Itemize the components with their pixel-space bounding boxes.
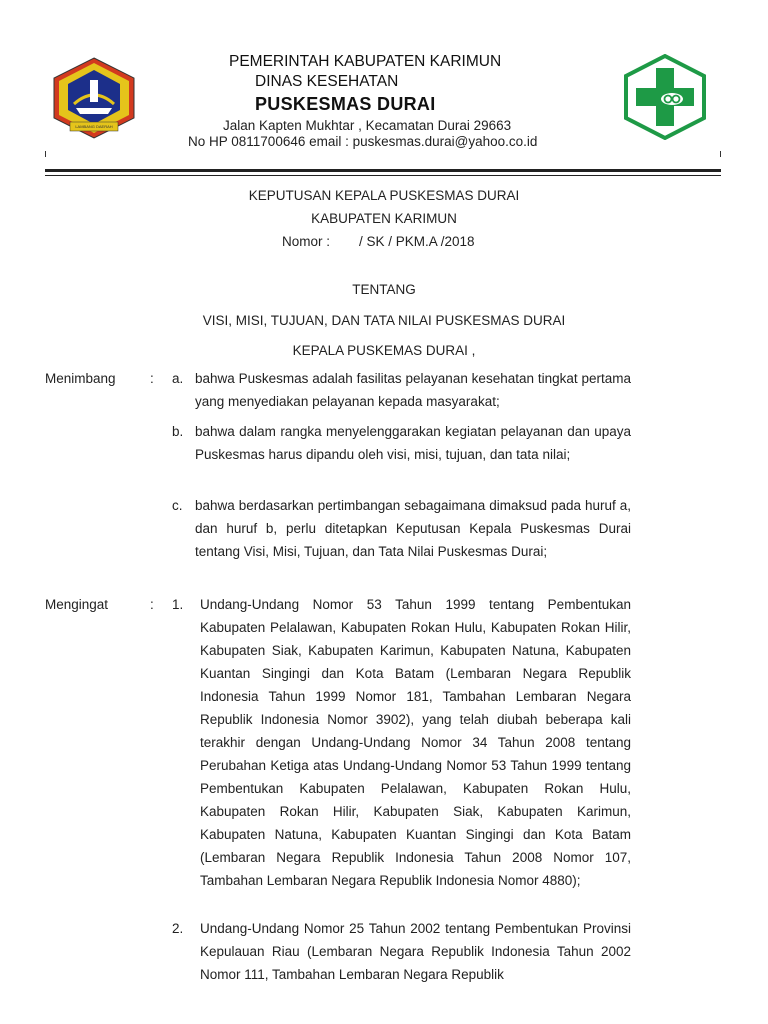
decree-number-value: / SK / PKM.A /2018	[359, 234, 475, 249]
menimbang-item-c-mark: c.	[172, 498, 183, 513]
government-name: PEMERINTAH KABUPATEN KARIMUN	[229, 53, 502, 70]
letterhead-rule-thick	[45, 169, 721, 172]
mengingat-item-2-mark: 2.	[172, 921, 184, 936]
health-cross-icon	[622, 54, 708, 140]
mengingat-item-1-text: Undang-Undang Nomor 53 Tahun 1999 tentang Pembentukan Kabupaten Pelalawan, Kabupaten Rokan Hulu, Kabupaten Rokan Hilir, Kabupaten Siak, Kabupaten Karimun, Kabupaten Natuna, Kabupaten Kuantan Singingi dan Kota Batam (Lembaran Negara Republik Indonesia Tahun 1999 Nomor 181, Tambahan Lembaran Negara Republik Indonesia Nomor 3902), yang telah diubah beberapa kali terakhir dengan Undang-Undang Nomor 34 Tahun 2008 tentang Perubahan Ketiga atas Undang-Undang Nomor 53 Tahun 1999 tentang Pembentukan Kabupaten Pelalawan, Kabupaten Rokan Hulu, Kabupaten Rokan Hilir, Kabupaten Siak, Kabupaten Karimun, Kabupaten Natuna, Kabupaten Kuantan Singingi dan Kota Batam (Lembaran Negara Republik Indonesia Tahun 2008 Nomor 107, Tambahan Lembaran Negara Republik Indonesia Nomor 4880);	[200, 597, 631, 888]
menimbang-item-b-text: bahwa dalam rangka menyelenggarakan kegiatan pelayanan dan upaya Puskesmas harus dipandu oleh visi, misi, tujuan, dan tata nilai;	[195, 424, 631, 462]
mengingat-item-2-text: Undang-Undang Nomor 25 Tahun 2002 tentang Pembentukan Provinsi Kepulauan Riau (Lembaran Negara Republik Indonesia Tahun 2002 Nomor 111, Tambahan Lembaran Negara Republik	[200, 921, 631, 982]
contact-line: No HP 0811700646 email : puskesmas.durai@yahoo.co.id	[188, 134, 538, 149]
decree-region: KABUPATEN KARIMUN	[311, 211, 457, 226]
decree-number-label: Nomor :	[282, 234, 331, 249]
left-margin-tick	[45, 151, 46, 157]
decree-subject: VISI, MISI, TUJUAN, DAN TATA NILAI PUSKESMAS DURAI	[202, 313, 566, 328]
mengingat-label: Mengingat	[45, 597, 109, 612]
puskesmas-logo	[622, 54, 708, 140]
menimbang-item-c-text: bahwa berdasarkan pertimbangan sebagaimana dimaksud pada huruf a, dan huruf b, perlu ditetapkan Keputusan Kepala Puskesmas Durai tentang Visi, Misi, Tujuan, dan Tata Nilai Puskesmas Durai;	[195, 498, 631, 559]
signer-title: KEPALA PUSKEMAS DURAI ,	[292, 343, 476, 358]
menimbang-colon: :	[150, 371, 154, 386]
address-line: Jalan Kapten Mukhtar , Kecamatan Durai 29663	[223, 118, 512, 133]
mengingat-item-1-mark: 1.	[172, 597, 184, 612]
menimbang-item-a-text: bahwa Puskesmas adalah fasilitas pelayanan kesehatan tingkat pertama yang menyediakan pelayanan kepada masyarakat;	[195, 371, 631, 409]
menimbang-item-a-mark: a.	[172, 371, 184, 386]
mengingat-colon: :	[150, 597, 154, 612]
karimun-regency-emblem	[52, 56, 136, 140]
department-name: DINAS KESEHATAN	[255, 73, 399, 90]
menimbang-label: Menimbang	[45, 371, 116, 386]
menimbang-item-b-mark: b.	[172, 424, 184, 439]
letterhead-rule-thin	[45, 175, 721, 176]
tentang-heading: TENTANG	[352, 282, 416, 297]
decree-title: KEPUTUSAN KEPALA PUSKESMAS DURAI	[248, 188, 520, 203]
right-margin-tick	[720, 151, 721, 157]
emblem-caption: LAMBANG DAERAH	[75, 124, 113, 129]
institution-name: PUSKESMAS DURAI	[255, 94, 436, 114]
